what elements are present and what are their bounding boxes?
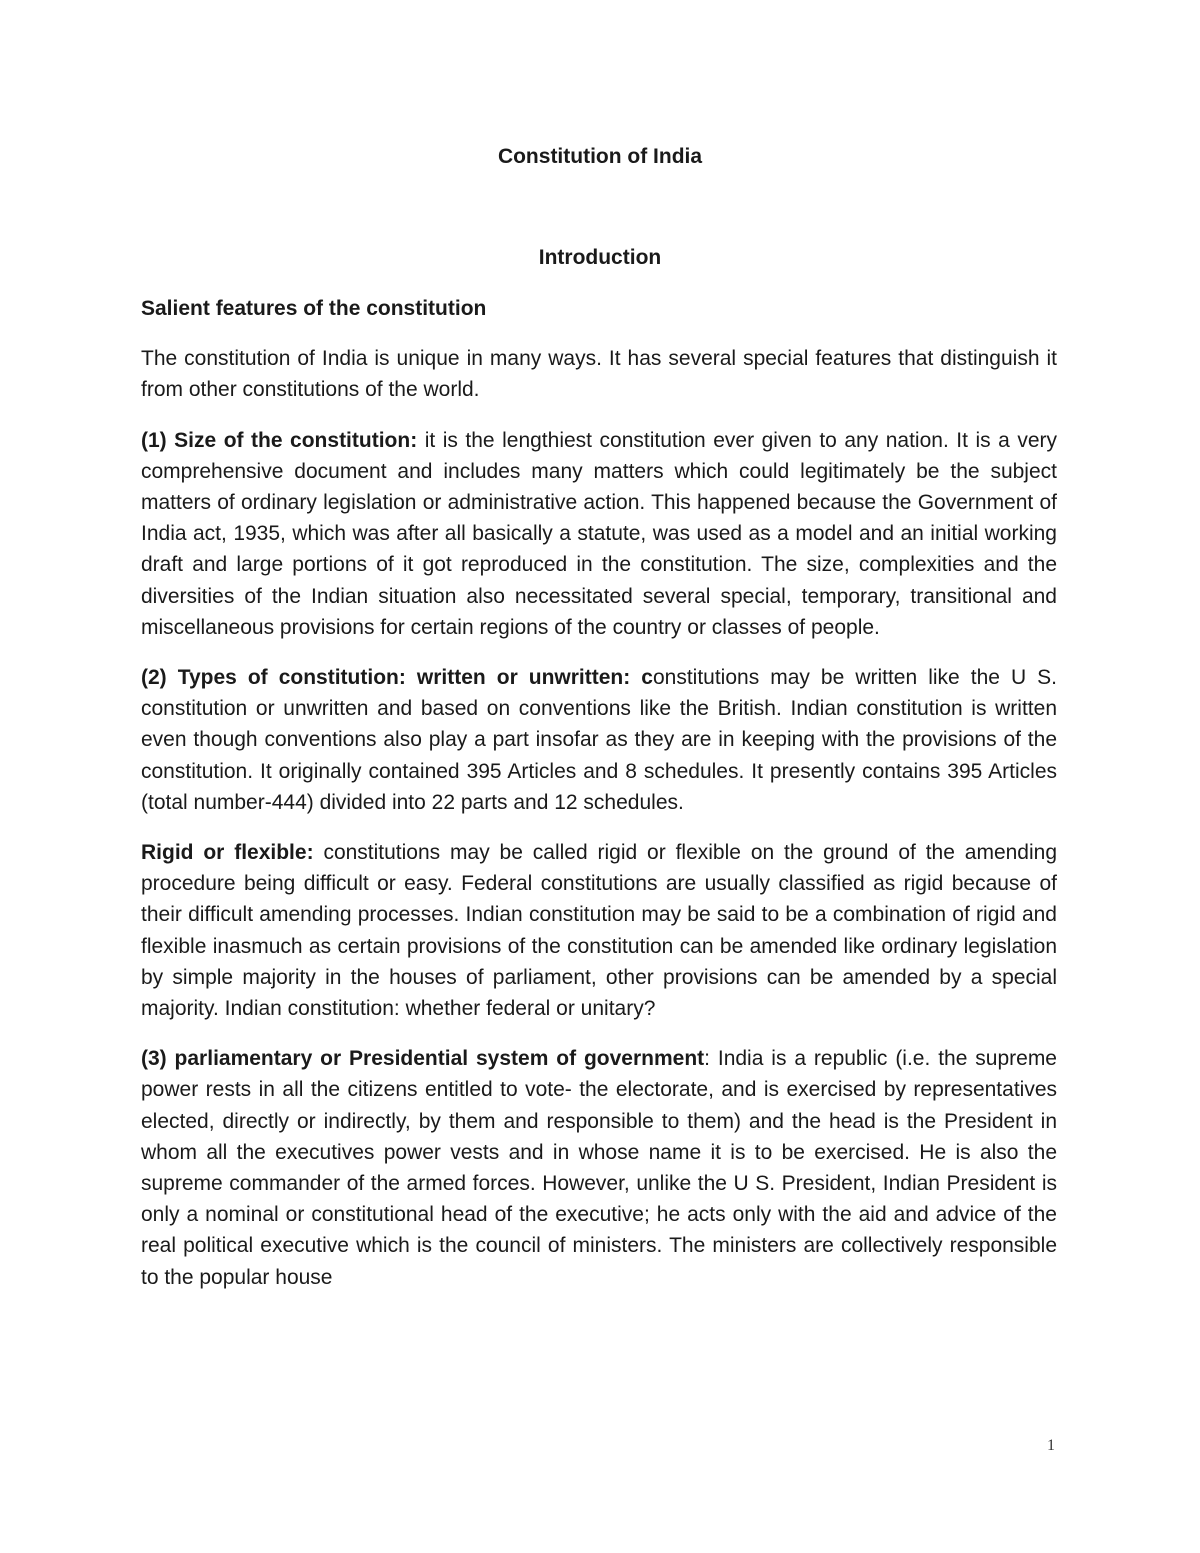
paragraph-rigid bbox=[141, 837, 1057, 1024]
paragraph-body: : India is a republic (i.e. the supreme power rests in all the citizens entitled to vote- the electorate, and is exercised by representatives elected, directly or indirectly, by them and responsible to them) and the head is the President in whom all the executives power vests and in whose name it is to be exercised. He is also the supreme commander of the armed forces. However, unlike the U S. President, Indian President is only a nominal or constitutional head of the executive; he acts only with the aid and advice of the real political executive which is the council of ministers. The ministers are collectively responsible to the popular house bbox=[141, 1047, 1057, 1289]
paragraph-body: onstitutions may be written like the U S. constitution or unwritten and based on conventions like the British. Indian constitution is written even though conventions also play a part insofar as they are in keeping with the provisions of the constitution. It originally contained 395 Articles and 8 schedules. It presently contains 395 Articles (total number-444) divided into 22 parts and 12 schedules. bbox=[141, 666, 1057, 814]
paragraph-body: constitutions may be called rigid or flexible on the ground of the amending procedure being difficult or easy. Federal constitutions are usually classified as rigid because of their difficult amending processes. Indian constitution may be said to be a combination of rigid and flexible inasmuch as certain provisions of the constitution can be amended like ordinary legislation by simple majority in the houses of parliament, other provisions can be amended by a special majority. Indian constitution: whether federal or unitary? bbox=[141, 841, 1057, 1021]
paragraph-types bbox=[141, 662, 1057, 818]
paragraph-lead: Rigid or flexible: bbox=[141, 841, 314, 865]
paragraph-parliamentary bbox=[141, 1043, 1057, 1293]
subsection-heading: Salient features of the constitution bbox=[141, 297, 487, 320]
paragraph-size bbox=[141, 425, 1057, 643]
paragraph-lead: (1) Size of the constitution: bbox=[141, 428, 418, 452]
paragraph-body: it is the lengthiest constitution ever given to any nation. It is a very comprehensive document and includes many matters which could legitimately be the subject matters of ordinary legislation or administrative action. This happened because the Government of India act, 1935, which was after all basically a statute, was used as a model and an initial working draft and large portions of it got reproduced in the constitution. The size, complexities and the diversities of the Indian situation also necessitated several special, temporary, transitional and miscellaneous provisions for certain regions of the country or classes of people. bbox=[141, 428, 1058, 639]
paragraph-lead: (2) Types of constitution: written or unwritten: c bbox=[141, 666, 653, 690]
intro-paragraph: The constitution of India is unique in many ways. It has several special features that distinguish it from other constitutions of the world. bbox=[141, 347, 1057, 402]
paragraph-lead: (3) parliamentary or Presidential system of government bbox=[141, 1047, 705, 1071]
page-number: 1 bbox=[1047, 1437, 1055, 1454]
document-title: Constitution of India bbox=[497, 145, 703, 168]
section-title: Introduction bbox=[538, 246, 662, 269]
document-body bbox=[141, 293, 1057, 1312]
